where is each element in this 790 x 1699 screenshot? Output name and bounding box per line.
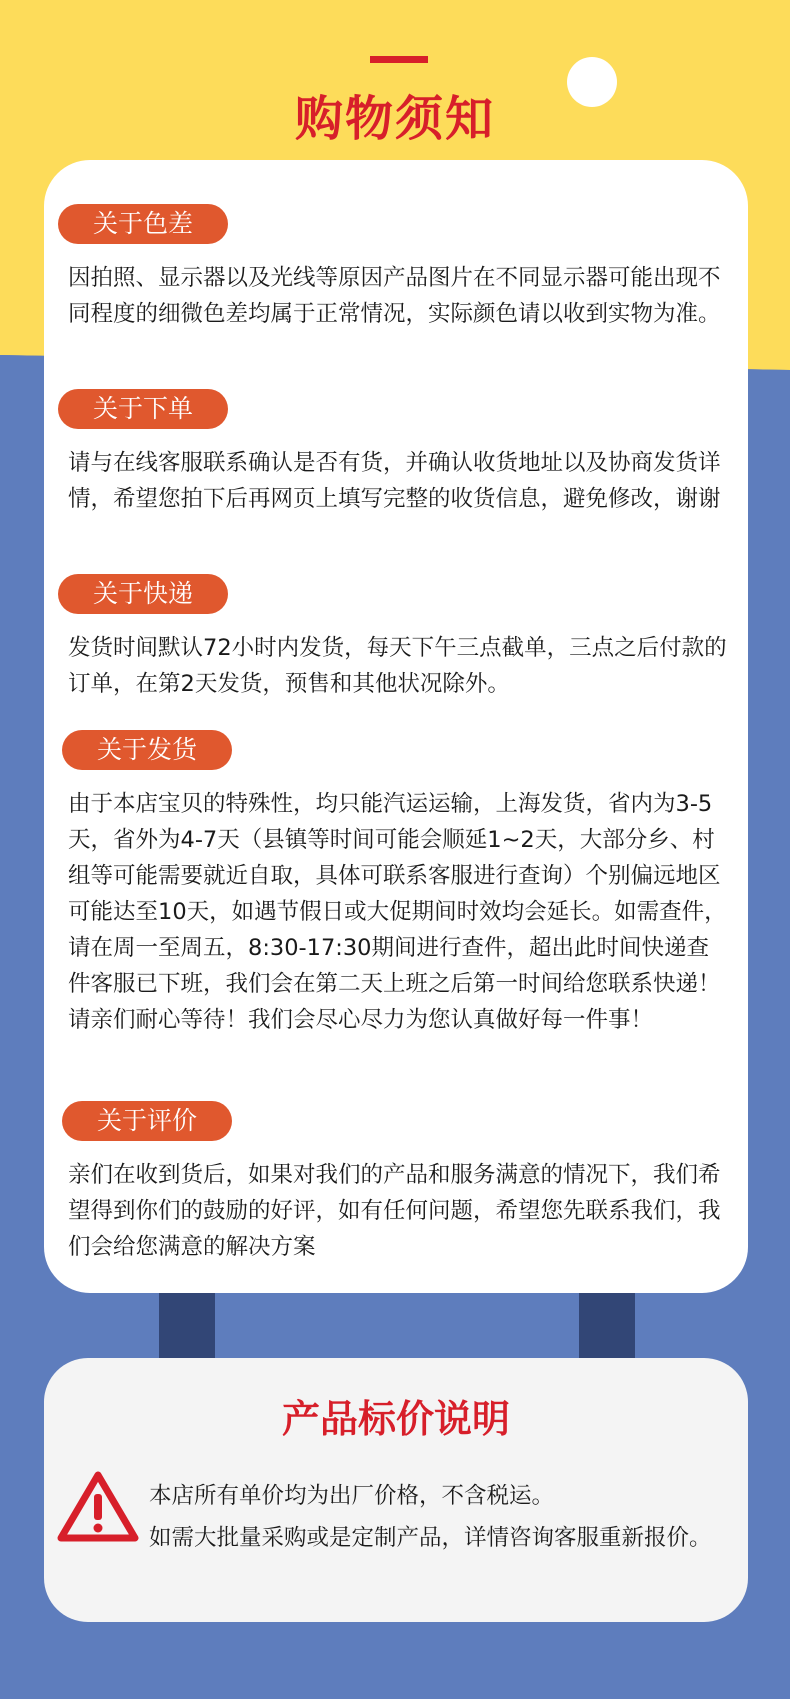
section-text: 发货时间默认72小时内发货，每天下午三点截单，三点之后付款的订单，在第2天发货，预售和其他状况除外。 xyxy=(68,635,727,697)
section-text: 由于本店宝贝的特殊性，均只能汽运运输，上海发货，省内为3-5天，省外为4-7天（县镇等时间可能会顺延1~2天，大部分乡、村组等可能需要就近自取，具体可联系客服进行查询）个别偏远地区可能达至10天，如遇节假日或大促期间时效均会延长。如需查件，请在周一至周五，8:30-17:30期间进行查件，超出此时间快递查件客服已下班，我们会在第二天上班之后第一时间给您联系快递！请亲们耐心等待！我们会尽心尽力为您认真做好每一件事！ xyxy=(68,791,727,1033)
warning-triangle-icon xyxy=(56,1470,140,1544)
section-text: 亲们在收到货后，如果对我们的产品和服务满意的情况下，我们希望得到你们的鼓励的好评，如有任何问题，希望您先联系我们，我们会给您满意的解决方案 xyxy=(68,1162,721,1260)
price-notice-line-2: 如需大批量采购或是定制产品，详情咨询客服重新报价。 xyxy=(149,1525,712,1551)
connector-pillar-left xyxy=(159,1293,215,1358)
price-notice-title: 产品标价说明 xyxy=(281,1397,510,1441)
page-title: 购物须知 xyxy=(294,91,495,147)
section-tag: 关于下单 xyxy=(58,389,228,429)
title-accent-bar xyxy=(370,56,428,63)
price-notice-line-1: 本店所有单价均为出厂价格，不含税运。 xyxy=(149,1483,555,1509)
connector-pillar-right xyxy=(579,1293,635,1358)
section-tag: 关于快递 xyxy=(58,574,228,614)
section-tag: 关于发货 xyxy=(62,730,232,770)
section-text: 请与在线客服联系确认是否有货，并确认收货地址以及协商发货详情，希望您拍下后再网页上填写完整的收货信息，避免修改，谢谢 xyxy=(68,450,721,512)
shopping-notice-card xyxy=(44,160,748,1293)
section-tag: 关于评价 xyxy=(62,1101,232,1141)
section-tag: 关于色差 xyxy=(58,204,228,244)
section-text: 因拍照、显示器以及光线等原因产品图片在不同显示器可能出现不同程度的细微色差均属于正常情况，实际颜色请以收到实物为准。 xyxy=(68,265,721,327)
price-notice-card xyxy=(44,1358,748,1622)
